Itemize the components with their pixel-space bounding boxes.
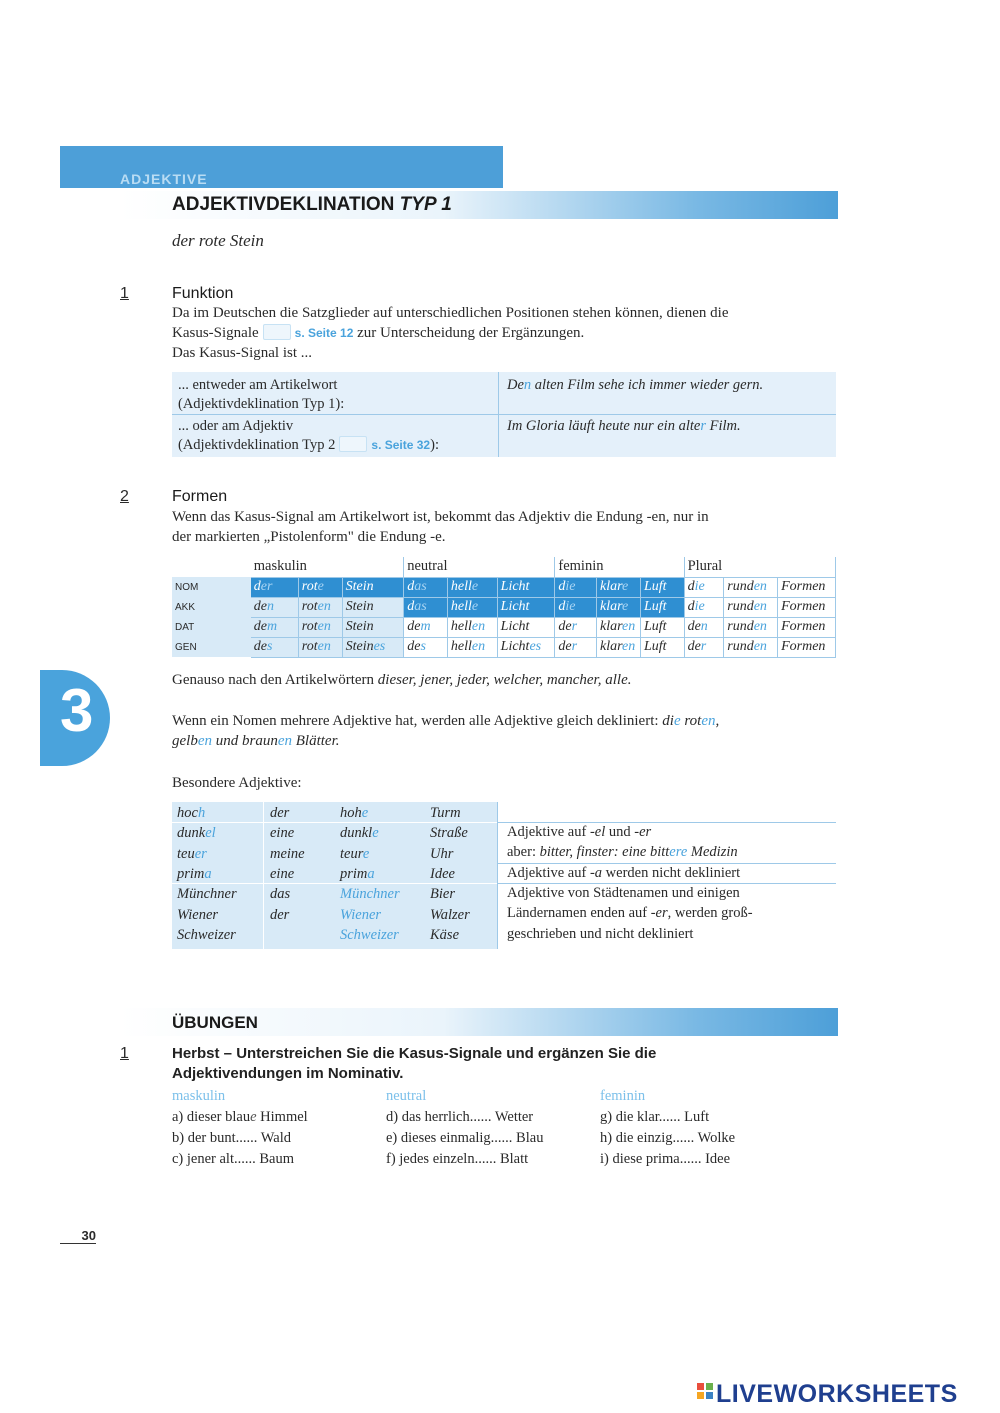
article: meine: [270, 845, 305, 862]
exercise-item: a) dieser blaue Himmel: [172, 1109, 308, 1125]
exercise-title: Herbst – Unterstreichen Sie die Kasus-Signale und ergänzen Sie die Adjektivendungen im Nominativ.: [172, 1045, 657, 1082]
declension-cell: rote: [298, 577, 342, 597]
declension-cell: Lichtes: [497, 637, 555, 657]
case-label: AKK: [172, 597, 251, 617]
declension-cell: Licht: [497, 617, 555, 637]
declension-cell: die: [555, 577, 597, 597]
adjective-base: Münchner: [177, 886, 237, 903]
declension-cell: helle: [447, 577, 497, 597]
page-title: ADJEKTIVDEKLINATION TYP 1: [172, 194, 452, 215]
declension-cell: die: [684, 597, 724, 617]
adjective-base: dunkel: [177, 825, 216, 842]
exercise-item: b) der bunt...... Wald: [172, 1130, 291, 1146]
case-label: GEN: [172, 637, 251, 657]
column-header: feminin: [555, 557, 684, 577]
function-cell: ... entweder am Artikelwort (Adjektivdeklination Typ 1):: [178, 377, 345, 412]
paragraph-line: Wenn ein Nomen mehrere Adjektive hat, werden alle Adjektive gleich dekliniert: die roten,: [172, 713, 720, 729]
section-heading: Formen: [172, 488, 228, 505]
declension-cell: Stein: [342, 597, 404, 617]
exercise-item: d) das herrlich...... Wetter: [386, 1109, 534, 1125]
adjective-form: prima: [340, 865, 375, 882]
adjective-base: teuer: [177, 845, 207, 862]
declension-cell: roten: [298, 637, 342, 657]
declension-cell: runden: [724, 617, 778, 637]
declension-cell: dem: [404, 617, 448, 637]
declension-cell: dem: [251, 617, 299, 637]
chapter-label: ADJEKTIVE: [120, 171, 208, 187]
book-icon: [263, 324, 291, 340]
adjective-form: Schweizer: [340, 926, 399, 943]
declension-cell: der: [555, 637, 597, 657]
adjective-base: Schweizer: [177, 926, 236, 943]
column-header: maskulin: [251, 557, 404, 577]
declension-cell: der: [684, 637, 724, 657]
declension-cell: den: [251, 597, 299, 617]
liveworksheets-logo: LIVEWORKSHEETS: [696, 1380, 958, 1409]
declension-cell: runden: [724, 577, 778, 597]
section-number: 2: [120, 488, 129, 505]
declension-cell: Luft: [640, 637, 684, 657]
paragraph-line: Genauso nach den Artikelwörtern dieser, jener, jeder, welcher, mancher, alle.: [172, 672, 632, 688]
noun: Walzer: [430, 906, 470, 923]
declension-cell: des: [251, 637, 299, 657]
declension-cell: roten: [298, 597, 342, 617]
declension-cell: Stein: [342, 617, 404, 637]
note: geschrieben und nicht dekliniert: [507, 926, 694, 942]
exercise-item: c) jener alt...... Baum: [172, 1151, 294, 1167]
declension-cell: Licht: [497, 577, 555, 597]
paragraph-line: gelben und braunen Blätter.: [172, 733, 340, 749]
paragraph-line: Das Kasus-Signal ist ...: [172, 345, 312, 361]
section-heading: Funktion: [172, 285, 234, 302]
note: Adjektive auf -a werden nicht dekliniert: [507, 865, 741, 881]
column-header: neutral: [404, 557, 555, 577]
column-label: neutral: [386, 1088, 427, 1104]
declension-cell: Luft: [640, 597, 684, 617]
adjective-base: Wiener: [177, 906, 219, 923]
noun: Turm: [430, 805, 461, 821]
declension-cell: hellen: [447, 637, 497, 657]
paragraph-line: Wenn das Kasus-Signal am Artikelwort ist, bekommt das Adjektiv die Endung -en, nur in: [172, 509, 709, 525]
exercise-item: g) die klar...... Luft: [600, 1109, 710, 1125]
declension-cell: runden: [724, 597, 778, 617]
declension-cell: roten: [298, 617, 342, 637]
declension-cell: das: [404, 597, 448, 617]
adjective-base: hoch: [177, 805, 206, 821]
adjective-form: Wiener: [340, 906, 382, 923]
declension-cell: runden: [724, 637, 778, 657]
declension-cell: helle: [447, 597, 497, 617]
declension-cell: klare: [596, 597, 640, 617]
article: das: [270, 886, 291, 903]
article: eine: [270, 825, 295, 842]
noun: Käse: [430, 926, 459, 943]
declension-cell: Luft: [640, 577, 684, 597]
declension-cell: klaren: [596, 617, 640, 637]
article: der: [270, 906, 290, 923]
case-label: NOM: [172, 577, 251, 597]
declension-cell: Formen: [778, 577, 836, 597]
article: eine: [270, 865, 295, 882]
noun: Uhr: [430, 845, 454, 862]
adjective-form: hohe: [340, 805, 369, 821]
function-example: Den alten Film sehe ich immer wieder gern.: [507, 377, 764, 393]
declension-cell: Formen: [778, 617, 836, 637]
case-label: DAT: [172, 617, 251, 637]
exercises-heading: ÜBUNGEN: [172, 1013, 258, 1032]
column-label: maskulin: [172, 1088, 226, 1104]
exercise-item: h) die einzig...... Wolke: [600, 1130, 736, 1146]
divider: [497, 802, 498, 949]
declension-cell: Formen: [778, 637, 836, 657]
note: Adjektive auf -el und -er: [507, 824, 652, 840]
paragraph-line: Da im Deutschen die Satzglieder auf unterschiedlichen Positionen stehen können, dienen die: [172, 305, 729, 321]
noun: Idee: [430, 865, 455, 882]
declension-cell: das: [404, 577, 448, 597]
exercise-item: i) diese prima...... Idee: [600, 1151, 731, 1167]
declension-cell: der: [555, 617, 597, 637]
page-number: 30: [60, 1228, 96, 1244]
noun: Straße: [430, 825, 468, 842]
note: Adjektive von Städtenamen und einigen: [507, 885, 740, 901]
adjective-base: prima: [177, 865, 212, 882]
page-reference: s. Seite 12: [294, 326, 354, 340]
declension-cell: klare: [596, 577, 640, 597]
declension-cell: Formen: [778, 597, 836, 617]
exercise-number: 1: [120, 1045, 129, 1062]
column-label: feminin: [600, 1088, 646, 1104]
function-example: Im Gloria läuft heute nur ein alter Film.: [507, 418, 741, 434]
note: aber: bitter, finster: eine bittere Medizin: [507, 844, 738, 860]
divider: [498, 372, 499, 457]
chapter-number: 3: [60, 677, 94, 744]
declension-cell: Luft: [640, 617, 684, 637]
adjective-form: Münchner: [340, 886, 400, 903]
section-number: 1: [120, 285, 129, 302]
declension-cell: den: [684, 617, 724, 637]
divider: [172, 414, 836, 415]
declension-cell: der: [251, 577, 299, 597]
paragraph-line: der markierten „Pistolenform" die Endung -e.: [172, 529, 446, 545]
logo-icon: [696, 1382, 716, 1400]
note: Ländernamen enden auf -er, werden groß-: [507, 905, 753, 921]
noun: Bier: [430, 886, 455, 903]
declension-cell: Licht: [497, 597, 555, 617]
subtitle: der rote Stein: [172, 231, 264, 250]
adjective-form: dunkle: [340, 825, 379, 842]
function-cell: ... oder am Adjektiv (Adjektivdeklination Typ 2 s. Seite 32):: [178, 418, 439, 453]
adjective-form: teure: [340, 845, 370, 862]
divider: [263, 802, 264, 949]
exercise-item: f) jedes einzeln...... Blatt: [386, 1151, 529, 1167]
column-header: Plural: [684, 557, 835, 577]
declension-cell: klaren: [596, 637, 640, 657]
declension-cell: Stein: [342, 577, 404, 597]
declension-table: [172, 557, 836, 658]
article: der: [270, 805, 290, 821]
declension-cell: des: [404, 637, 448, 657]
paragraph-heading: Besondere Adjektive:: [172, 775, 302, 791]
paragraph-line: Kasus-Signale s. Seite 12 zur Unterscheidung der Ergänzungen.: [172, 325, 585, 341]
table-corner: [172, 557, 251, 577]
exercise-item: e) dieses einmalig...... Blau: [386, 1130, 544, 1146]
book-icon: [339, 436, 367, 452]
declension-cell: hellen: [447, 617, 497, 637]
declension-cell: die: [684, 577, 724, 597]
declension-cell: die: [555, 597, 597, 617]
declension-cell: Steines: [342, 637, 404, 657]
